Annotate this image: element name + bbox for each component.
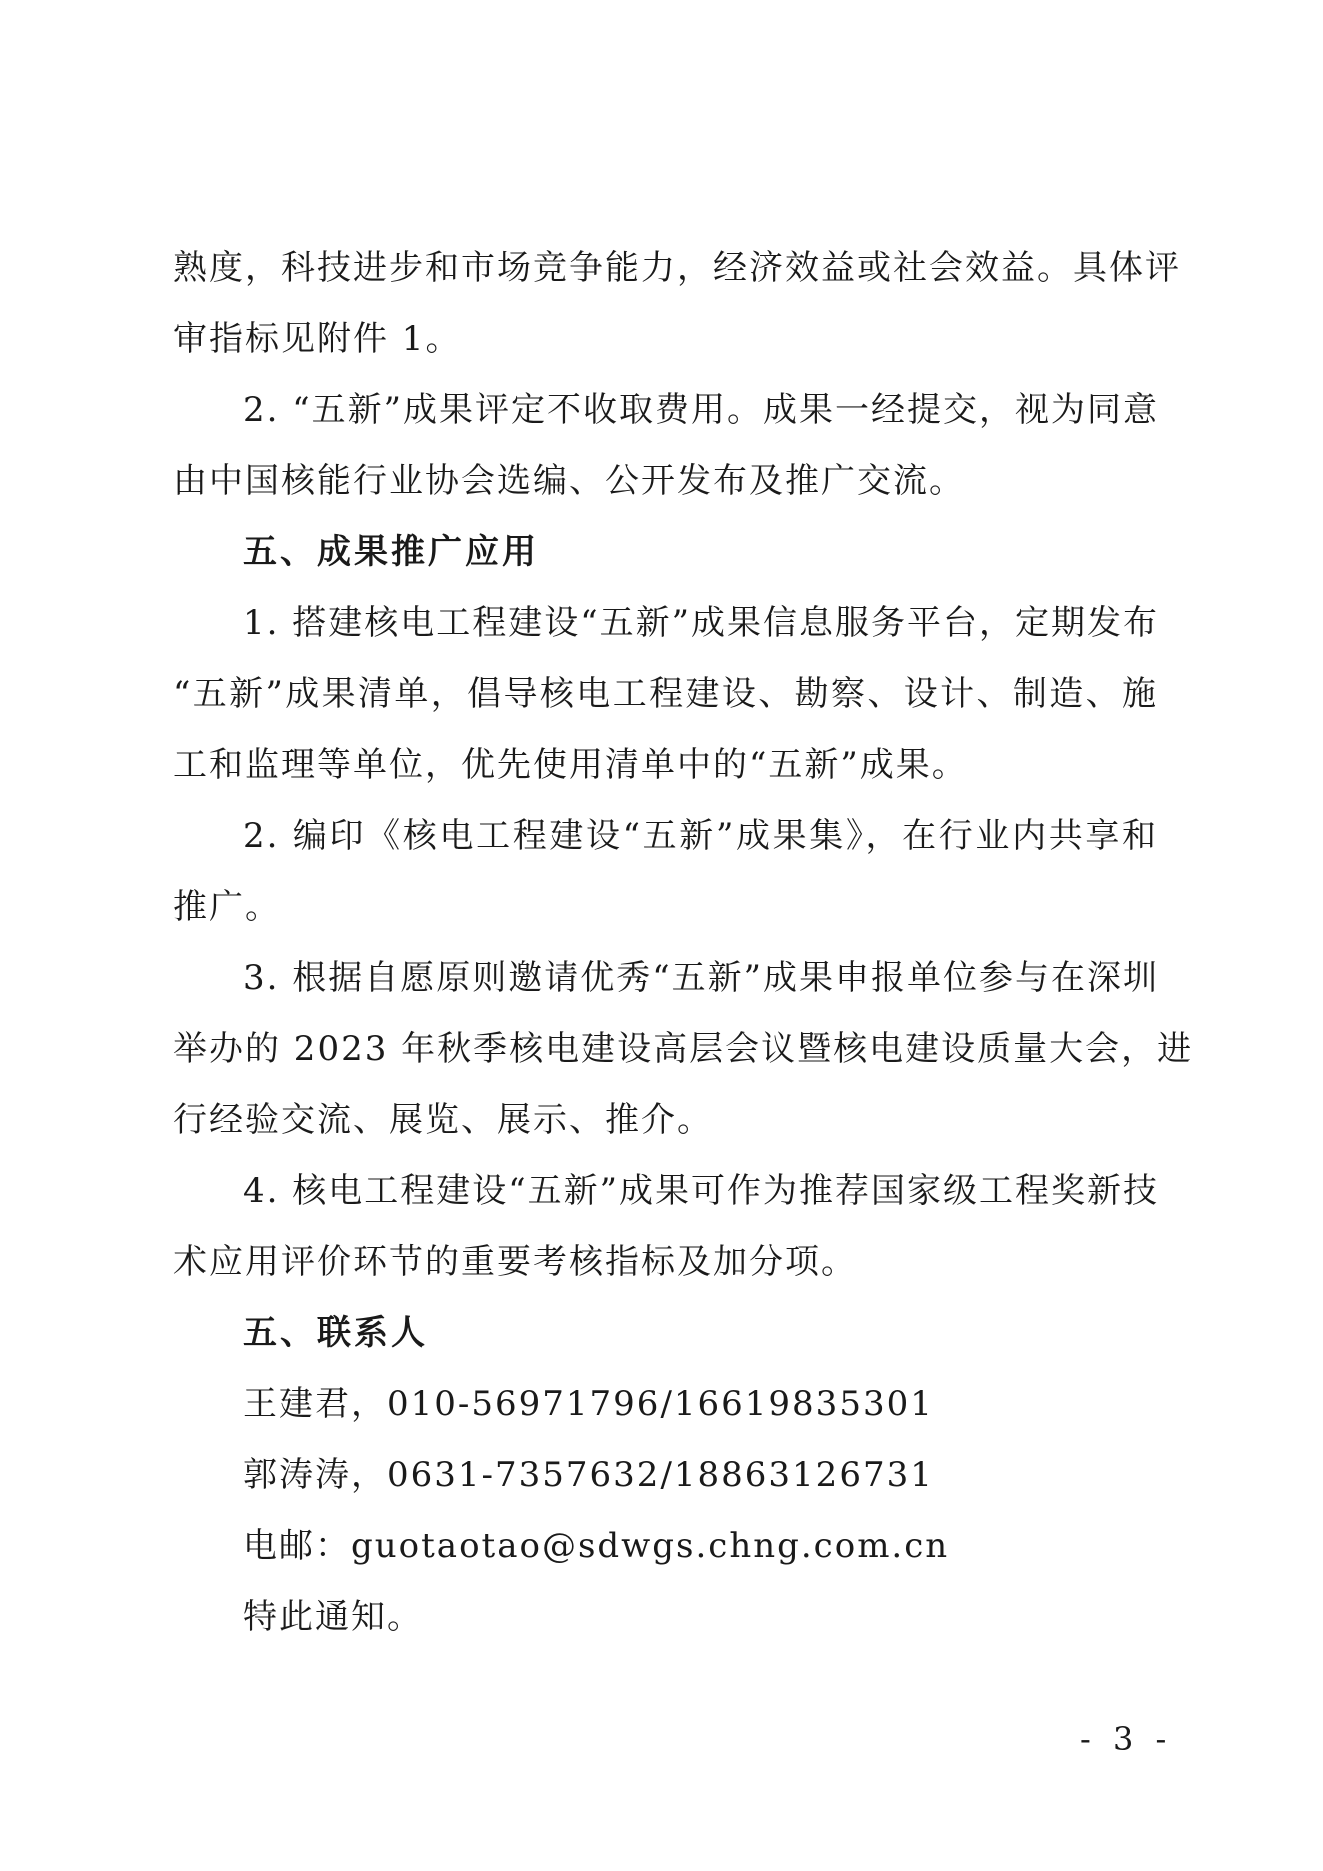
paragraph-line: 由中国核能行业协会选编、公开发布及推广交流。 — [173, 461, 965, 501]
paragraph-line: 4. 核电工程建设“五新”成果可作为推荐国家级工程奖新技 — [243, 1171, 1160, 1211]
paragraph-line: “五新”成果清单，倡导核电工程建设、勘察、设计、制造、施 — [173, 674, 1158, 714]
contact-email: 电邮：guotaotao@sdwgs.chng.com.cn — [243, 1526, 950, 1566]
paragraph-line: 术应用评价环节的重要考核指标及加分项。 — [173, 1242, 857, 1282]
paragraph-line: 推广。 — [173, 887, 281, 927]
paragraph-line: 行经验交流、展览、展示、推介。 — [173, 1100, 713, 1140]
contact-line: 王建君，010-56971796/16619835301 — [243, 1384, 934, 1424]
paragraph-line: 2. 编印《核电工程建设“五新”成果集》，在行业内共享和 — [243, 816, 1158, 856]
paragraph-line: 工和监理等单位，优先使用清单中的“五新”成果。 — [173, 745, 968, 785]
closing-line: 特此通知。 — [243, 1597, 423, 1637]
section-heading: 五、联系人 — [243, 1313, 428, 1353]
paragraph-line: 3. 根据自愿原则邀请优秀“五新”成果申报单位参与在深圳 — [243, 958, 1160, 998]
paragraph-line: 举办的 2023 年秋季核电建设高层会议暨核电建设质量大会，进 — [173, 1029, 1194, 1069]
contact-line: 郭涛涛，0631-7357632/18863126731 — [243, 1455, 934, 1495]
section-heading: 五、成果推广应用 — [243, 532, 539, 572]
paragraph-line: 熟度，科技进步和市场竞争能力，经济效益或社会效益。具体评 — [173, 248, 1181, 288]
page-number: - 3 - — [1080, 1720, 1173, 1758]
paragraph-line: 1. 搭建核电工程建设“五新”成果信息服务平台，定期发布 — [243, 603, 1160, 643]
paragraph-line: 审指标见附件 1。 — [173, 319, 462, 359]
paragraph-line: 2. “五新”成果评定不收取费用。成果一经提交，视为同意 — [243, 390, 1160, 430]
